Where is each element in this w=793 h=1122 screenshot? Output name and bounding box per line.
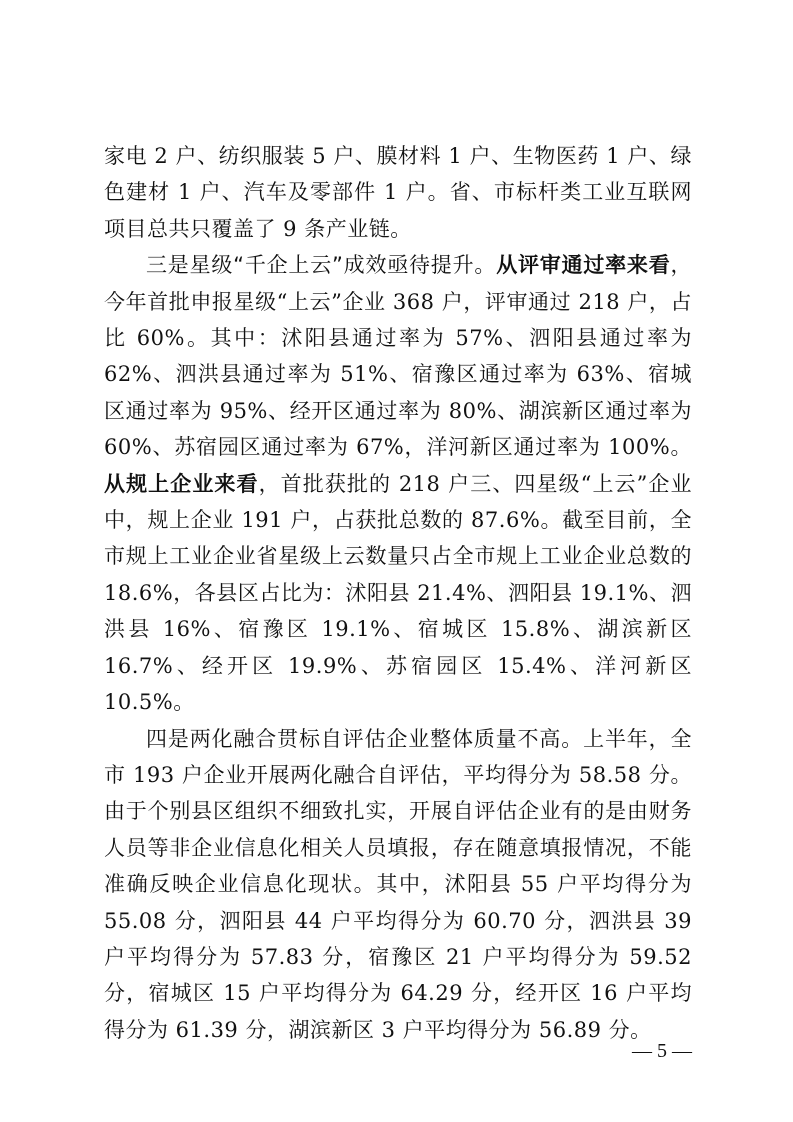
- paragraph-text: 家电 2 户、纺织服装 5 户、膜材料 1 户、生物医药 1 户、绿色建材 1 户、汽车及零部件 1 户。省、市标杆类工业互联网项目总共只覆盖了 9 条产业链。: [104, 144, 692, 241]
- lead-phrase-large-enterprises: 从规上企业来看: [104, 471, 259, 496]
- paragraph-text: ，今年首批申报星级“上云”企业 368 户，评审通过 218 户，占比 60%。其中：沭阳县通过率为 57%、泗阳县通过率为 62%、泗洪县通过率为 51%、宿豫区通过率为 63%、宿城区通过率为 95%、经开区通过率为 80%、湖滨新区通过率为 60%、苏宿园区通过率为 67%，洋河新区通过率为 100%。: [104, 253, 693, 460]
- document-body: [104, 138, 692, 1048]
- paragraph-text: ，首批获批的 218 户三、四星级“上云”企业中，规上企业 191 户，占获批总数的 87.6%。截至目前，全市规上工业企业省星级上云数量只占全市规上工业企业总数的 18.6%，各县区占比为：沭阳县 21.4%、泗阳县 19.1%、泗洪县 16%、宿豫区 19.1%、宿城区 15.8%、湖滨新区 16.7%、经开区 19.9%、苏宿园区 15.4%、洋河新区 10.5%。: [104, 471, 693, 715]
- paragraph-cloud-adoption: [104, 247, 692, 720]
- paragraph-continuation: [104, 138, 692, 247]
- paragraph-integration-assessment: [104, 721, 692, 1049]
- paragraph-text: 上半年，全市 193 户企业开展两化融合自评估，平均得分为 58.58 分。由于个别县区组织不细致扎实，开展自评估企业有的是由财务人员等非企业信息化相关人员填报，存在随意填报情况，不能准确反映企业信息化现状。其中，沭阳县 55 户平均得分为 55.08 分，泗阳县 44 户平均得分为 60.70 分，泗洪县 39 户平均得分为 57.83 分，宿豫区 21 户平均得分为 59.52 分，宿城区 15 户平均得分为 64.29 分，经开区 16 户平均得分为 61.39 分，湖滨新区 3 户平均得分为 56.89 分。: [104, 726, 693, 1042]
- paragraph-heading: 三是星级“千企上云”成效亟待提升。: [146, 253, 497, 278]
- page-number: — 5 —: [632, 1040, 692, 1062]
- paragraph-heading: 四是两化融合贯标自评估企业整体质量不高。: [146, 726, 584, 751]
- lead-phrase-review-rate: 从评审通过率来看: [496, 253, 671, 278]
